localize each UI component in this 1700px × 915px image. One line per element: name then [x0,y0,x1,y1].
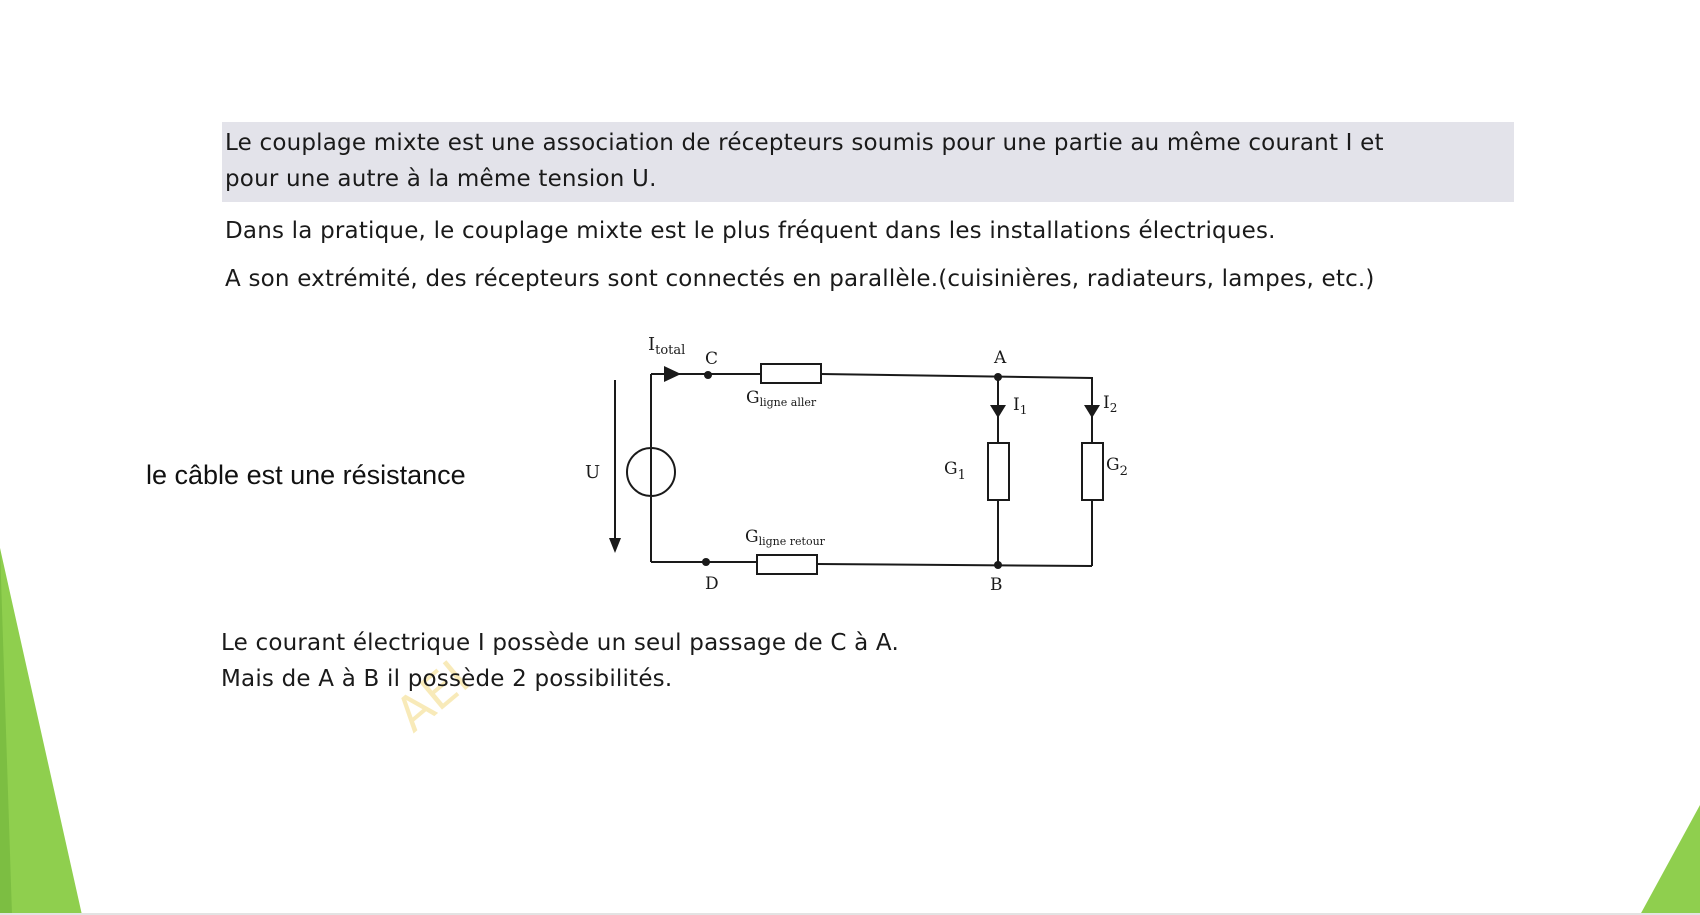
paragraph-practice: Dans la pratique, le couplage mixte est le plus fréquent dans les installations électriques. [225,218,1276,244]
node-c-dot [704,371,712,379]
i2-arrow-icon [1084,405,1100,418]
wire-bottom-right [817,564,1092,566]
resistor-g1 [988,443,1009,500]
label-node-b: B [990,575,1003,595]
label-g-aller: Gligne aller [746,388,817,409]
paragraph-parallel: A son extrémité, des récepteurs sont connectés en parallèle.(cuisinières, radiateurs, lampes, etc.) [225,266,1375,292]
label-g1: $G_1$ [944,459,966,483]
label-g2: $G_2$ [1106,455,1128,479]
paragraph-definition-line1: Le couplage mixte est une association de récepteurs soumis pour une partie au même courant I et [225,130,1384,156]
label-node-d: D [705,574,719,594]
resistor-g-aller [761,364,821,383]
label-i2: $I_2$ [1103,393,1118,415]
node-b-dot [994,561,1002,569]
wire-top-right [821,374,1093,378]
node-d-dot [702,558,710,566]
paragraph-definition-line2: pour une autre à la même tension U. [225,166,657,192]
paragraph-current-path-line2: Mais de A à B il possède 2 possibilités. [221,666,673,692]
label-voltage: U [585,462,601,483]
label-i-total: $I_{total}$ [648,334,686,358]
side-note: le câble est une résistance [146,460,466,490]
i-total-arrow-icon [664,366,681,382]
paragraph-current-path-line1: Le courant électrique I possède un seul passage de C à A. [221,630,899,656]
watermark: AEI [385,650,481,743]
label-i1: $I_1$ [1013,395,1028,417]
label-node-c: C [705,349,719,369]
i1-arrow-icon [990,405,1006,418]
label-g-retour: Gligne retour [745,527,825,548]
voltage-arrow-head [609,538,621,553]
resistor-g2 [1082,443,1103,500]
node-a-dot [994,373,1002,381]
label-node-a: A [994,348,1007,368]
resistor-g-retour [757,555,817,574]
